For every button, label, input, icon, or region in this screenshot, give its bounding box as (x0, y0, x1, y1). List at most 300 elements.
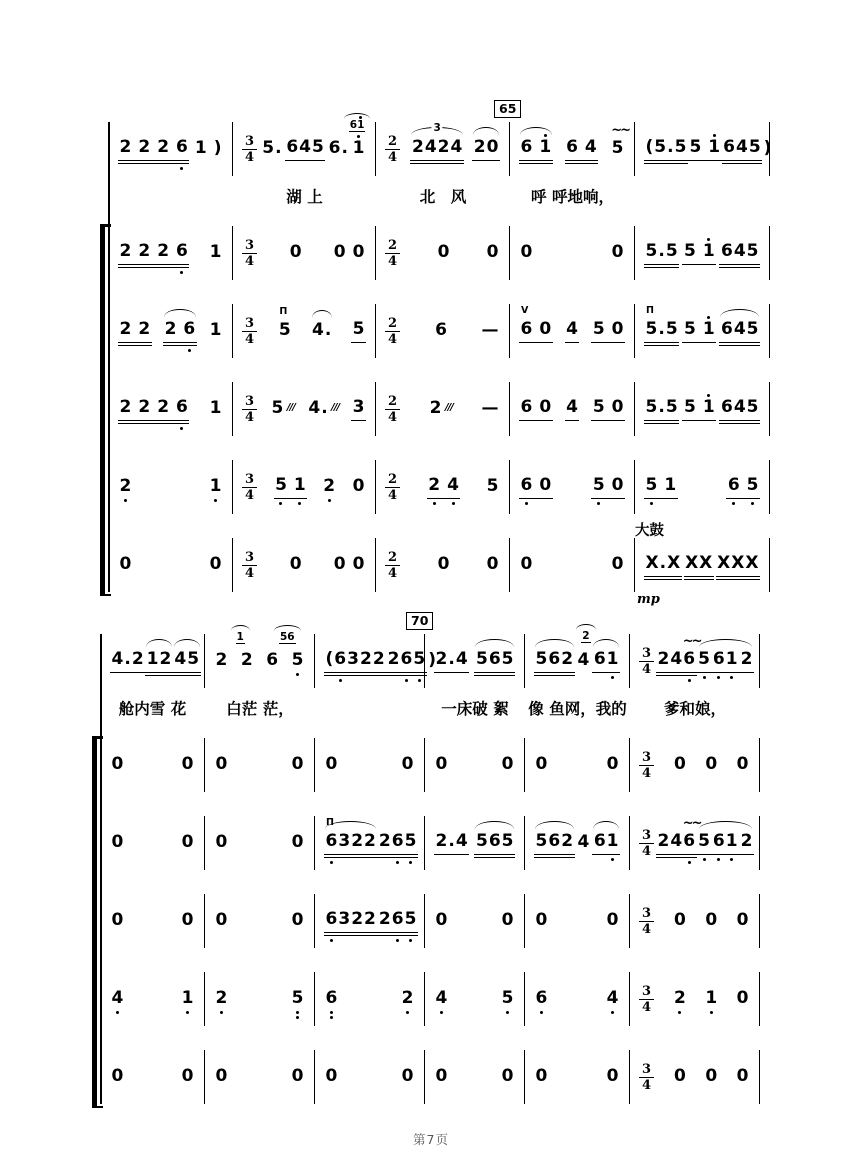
note-group (565, 137, 599, 161)
time-signature (639, 907, 654, 936)
note-char: 2 (740, 831, 753, 851)
stave-row (108, 118, 772, 214)
measure-notes (100, 634, 205, 688)
note-char: . (658, 241, 665, 261)
note-group (644, 305, 679, 343)
note-char: 4 (111, 649, 124, 669)
note-group (118, 241, 189, 265)
note-char: 0 (435, 909, 448, 930)
note-char: ( (645, 137, 654, 157)
note-char: 2 (157, 137, 170, 157)
lyrics: 舱内雪 花 (118, 700, 187, 718)
note-char: 6 (176, 397, 188, 417)
down-bow-icon: Π (646, 305, 654, 316)
measure (100, 1050, 205, 1104)
note-char: 6 (328, 137, 341, 158)
measure (315, 738, 425, 792)
time-signature-denominator: 4 (245, 565, 255, 581)
measure-notes (205, 816, 315, 870)
note-group (610, 554, 625, 577)
note-char: . (275, 137, 282, 158)
note-char: 1 (293, 475, 306, 495)
note-group (332, 242, 366, 265)
trill-icon: ~~ (611, 122, 629, 138)
note-char: 6 (548, 831, 561, 851)
note-char: 5 (645, 241, 658, 261)
stave-row (108, 448, 770, 526)
note-char: 0 (501, 909, 514, 930)
time-signature (639, 829, 654, 858)
note-char: 5 (746, 397, 759, 417)
note-group (711, 649, 739, 673)
note-group (180, 1066, 195, 1089)
tremolo-icon: /// (444, 401, 453, 413)
note-char: X (731, 553, 745, 573)
measure-notes (635, 460, 770, 514)
rehearsal-mark: 70 (406, 612, 433, 630)
note-char: 2 (119, 319, 132, 339)
note-group (735, 1066, 750, 1089)
measure-notes (425, 738, 525, 792)
note-group (290, 754, 305, 777)
note-char: 0 (486, 137, 499, 157)
time-signature-numerator: 2 (385, 473, 400, 488)
note-char: 2 (119, 137, 132, 157)
note-group (519, 242, 534, 265)
measure-notes (425, 894, 525, 948)
note-char: 0 (435, 1065, 448, 1086)
time-signature-denominator: 4 (388, 565, 398, 581)
system-1 (108, 100, 772, 607)
note-char: 5 (352, 319, 365, 339)
note-char: 6 (391, 909, 404, 929)
measure (635, 226, 770, 280)
note-char: . (659, 553, 667, 573)
note-char: 5 (475, 831, 488, 851)
time-signature-numerator: 3 (242, 135, 257, 150)
note-char: 5 (611, 137, 624, 158)
measure (205, 630, 315, 722)
time-signature (385, 551, 400, 580)
note-char: . (448, 649, 455, 669)
note-group (565, 397, 580, 421)
measure-notes (525, 1050, 630, 1104)
measure (425, 634, 525, 722)
note-group (270, 398, 296, 421)
note-char: 6 (520, 137, 533, 157)
measure-notes (425, 972, 525, 1026)
measure (315, 972, 425, 1026)
note-char: 6 (435, 319, 447, 340)
note-char-grace: 1 (357, 118, 365, 131)
note-group (726, 475, 760, 499)
note-char: 0 (611, 319, 624, 339)
measure-notes (376, 304, 510, 358)
measure-notes (510, 538, 635, 592)
note-char: 2 (674, 987, 686, 1008)
lyrics (108, 176, 233, 210)
note-char: 4 (435, 987, 448, 1008)
note-group (307, 398, 340, 421)
note-group (485, 242, 500, 265)
note-group (265, 630, 295, 673)
grace-notes (279, 631, 296, 644)
note-group (735, 910, 750, 933)
note-group (739, 831, 754, 855)
measure (108, 226, 233, 280)
measure (100, 894, 205, 948)
measure-notes (510, 122, 635, 176)
note-char: 0 (215, 909, 228, 930)
note-group (145, 649, 173, 673)
note-group (214, 630, 244, 673)
time-signature-numerator: 3 (639, 647, 654, 662)
note-char: 1 (606, 831, 619, 851)
time-signature-numerator: 2 (385, 551, 400, 566)
note-char: 6 (712, 649, 725, 669)
lyrics (635, 176, 770, 210)
note-char-grace: 6 (287, 630, 295, 643)
lyrics: 北 风 (419, 188, 467, 206)
note-group (673, 910, 688, 933)
note-char: 2 (364, 831, 376, 851)
note-group (214, 988, 229, 1011)
note-group (605, 988, 620, 1011)
note-char: 5 (475, 649, 488, 669)
note-char: 6 (683, 831, 696, 851)
note-char: 1 (702, 319, 715, 339)
measure-notes (233, 226, 376, 280)
note-group (214, 832, 229, 855)
rehearsal-mark: 65 (494, 100, 521, 118)
note-char: 0 (674, 909, 686, 930)
note-group (500, 910, 515, 933)
lyrics (315, 688, 425, 722)
measure-notes (315, 634, 436, 688)
measure (425, 1050, 525, 1104)
note-char: 5 (262, 137, 275, 158)
time-signature-denominator: 4 (245, 149, 255, 165)
note-char: 0 (736, 1065, 749, 1086)
measure (108, 538, 233, 592)
note-group (610, 242, 625, 265)
time-signature-numerator: 3 (639, 985, 654, 1000)
note-group (214, 910, 229, 933)
measure (233, 538, 376, 592)
note-char: 0 (215, 753, 228, 774)
note-group (274, 475, 308, 499)
note-group (214, 754, 229, 777)
note-char: 2 (387, 649, 400, 669)
note-char: 0 (606, 909, 619, 930)
note-char: 2 (157, 397, 170, 417)
note-group (534, 754, 549, 777)
note-char: 5 (535, 649, 548, 669)
measure (635, 382, 770, 436)
note-char: 0 (325, 753, 338, 774)
note-char: 2 (138, 397, 151, 417)
note-group (739, 649, 754, 673)
note-char: 0 (291, 1065, 304, 1086)
measure-notes (510, 226, 635, 280)
trill-icon: ~~ (682, 634, 701, 649)
note-char: 1 (352, 137, 365, 158)
measure-notes (525, 630, 630, 688)
note-group (519, 475, 553, 499)
note-char: 5 (592, 397, 605, 417)
note-group (472, 137, 500, 161)
note-char: 4 (733, 397, 746, 417)
note-char: 6 (286, 137, 299, 157)
note-group (656, 634, 701, 673)
note-char: 5 (674, 137, 687, 157)
note-group (719, 319, 760, 343)
time-signature (385, 317, 400, 346)
time-signature-denominator: 4 (642, 661, 652, 677)
measure-notes (630, 738, 760, 792)
note-char: 5 (748, 137, 761, 157)
note-char: 4 (299, 137, 312, 157)
note-group (644, 241, 679, 265)
note-group (534, 630, 590, 673)
measure (205, 1050, 315, 1104)
measure-notes (100, 816, 205, 870)
measure (525, 738, 630, 792)
note-char: 4 (566, 397, 578, 417)
note-group (428, 398, 454, 421)
note-group (427, 475, 461, 499)
note-char: 2 (429, 397, 442, 418)
note-char: 2 (138, 241, 151, 261)
time-signature-numerator: 2 (385, 317, 400, 332)
time-signature-denominator: 4 (245, 409, 255, 425)
note-char: 0 (352, 241, 365, 262)
note-char: 1 (209, 397, 222, 418)
measure-notes (108, 538, 233, 592)
time-signature-denominator: 4 (642, 921, 652, 937)
note-group (656, 816, 701, 855)
measure (233, 304, 376, 358)
note-char: 2 (657, 831, 670, 851)
measure (315, 634, 436, 722)
time-signature (385, 473, 400, 502)
note-char-grace: 2 (582, 630, 590, 642)
note-group (261, 138, 283, 161)
note-char: . (667, 137, 674, 157)
time-signature (639, 985, 654, 1014)
measure (376, 538, 510, 592)
note-char: 0 (111, 831, 124, 852)
measure (425, 816, 525, 870)
note-char: 0 (539, 319, 552, 339)
note-group (208, 476, 223, 499)
lyrics: 呼 呼地响， (531, 188, 614, 206)
note-char: 6 (520, 397, 533, 417)
measure-notes (425, 1050, 525, 1104)
note-char: 0 (535, 1065, 548, 1086)
measure (630, 634, 760, 722)
note-group (110, 649, 145, 673)
note-char: 0 (111, 1065, 124, 1086)
note-group (500, 754, 515, 777)
note-group (377, 831, 418, 855)
note-char: 6 (566, 137, 578, 157)
note-group (485, 554, 500, 577)
tuplet-number: 3 (433, 122, 441, 134)
note-char: 4 (735, 137, 748, 157)
note-char: 1 (539, 137, 552, 157)
note-char: 2 (138, 319, 151, 339)
measure (525, 630, 630, 722)
note-char: 4 (606, 987, 619, 1008)
note-group (704, 910, 719, 933)
note-char: 0 (291, 831, 304, 852)
measure (630, 972, 760, 1026)
note-char: 5 (592, 319, 605, 339)
note-char: 0 (181, 1065, 194, 1086)
note-group (719, 397, 760, 421)
note-group (605, 910, 620, 933)
note-char: 0 (291, 909, 304, 930)
note-char: 2 (364, 909, 376, 929)
note-group (212, 138, 223, 161)
note-group (610, 122, 629, 161)
note-char: 5 (746, 319, 759, 339)
note-group (519, 554, 534, 577)
note-char: 0 (289, 553, 302, 574)
measure (100, 634, 205, 722)
note-group (519, 137, 553, 161)
note-group (400, 1066, 415, 1089)
stave-row (100, 630, 760, 726)
measure-notes (376, 226, 510, 280)
measure (635, 122, 770, 210)
note-char: 0 (291, 753, 304, 774)
note-char: 2 (435, 649, 448, 669)
note-char: 0 (611, 475, 624, 495)
measure (205, 738, 315, 792)
note-char: 5 (312, 137, 324, 157)
note-char: . (124, 649, 131, 669)
note-char: 2 (740, 649, 753, 669)
lyrics: 像 鱼网，我的 (528, 700, 627, 718)
note-group (400, 754, 415, 777)
note-group (644, 137, 688, 161)
note-char: 0 (501, 753, 514, 774)
measure (205, 816, 315, 870)
note-char: 2 (378, 831, 391, 851)
note-char: 0 (736, 909, 749, 930)
note-group (576, 650, 591, 673)
note-group (576, 832, 591, 855)
measure-notes (525, 816, 630, 870)
measure-notes (205, 1050, 315, 1104)
measure-notes (376, 538, 510, 592)
measure-notes (525, 894, 630, 948)
note-char: 4 (455, 831, 468, 851)
note-char: 4 (447, 475, 459, 495)
measure-notes (205, 894, 315, 948)
note-char: X (717, 553, 731, 573)
note-char: X (667, 553, 681, 573)
note-char: 2 (119, 241, 132, 261)
lyrics: 一床破 絮 (441, 700, 509, 718)
score (0, 100, 862, 1116)
measure (205, 894, 315, 948)
note-char: . (341, 137, 348, 158)
note-group (208, 554, 223, 577)
note-group (673, 754, 688, 777)
note-char: 5 (645, 475, 658, 495)
stave-row (108, 370, 770, 448)
measure-notes (635, 382, 770, 436)
note-group (214, 1066, 229, 1089)
note-group (735, 988, 750, 1011)
measure (315, 894, 425, 948)
time-signature (242, 395, 257, 424)
note-group (644, 397, 679, 421)
measure (376, 122, 510, 210)
measure (315, 816, 425, 870)
note-char: 5 (486, 475, 499, 496)
note-char: 2 (119, 475, 132, 496)
note-group (434, 831, 469, 855)
note-group (208, 320, 223, 343)
note-group (682, 241, 716, 265)
note-char: 0 (736, 753, 749, 774)
note-char: 5 (501, 987, 514, 1008)
measure (108, 460, 233, 514)
note-group (697, 831, 712, 855)
note-char: 6 (720, 319, 733, 339)
time-signature-denominator: 4 (642, 999, 652, 1015)
note-group (534, 1066, 549, 1089)
note-group (110, 754, 125, 777)
measure (635, 523, 770, 607)
note-group (704, 988, 719, 1011)
note-group (324, 1066, 339, 1089)
note-group (110, 832, 125, 855)
measure (100, 972, 205, 1026)
down-bow-icon: Π (279, 305, 288, 317)
note-char: 3 (338, 831, 351, 851)
measure (525, 816, 630, 870)
measure-notes (510, 460, 635, 514)
note-char: 1 (705, 987, 718, 1008)
note-char: 6 (535, 987, 548, 1008)
note-group (519, 397, 553, 421)
measure-notes (630, 1050, 760, 1104)
time-signature (639, 647, 654, 676)
note-char: 4 (174, 649, 187, 669)
measure-notes (630, 634, 760, 688)
note-group (434, 1066, 449, 1089)
note-char: 0 (119, 553, 132, 574)
note-char: 6 (593, 831, 606, 851)
instrument-label: 大鼓 (635, 523, 664, 539)
note-char: 0 (539, 475, 552, 495)
note-char: 5 (404, 909, 417, 929)
up-bow-icon: V (521, 305, 529, 316)
note-char: 0 (674, 753, 686, 774)
measure-notes (315, 1050, 425, 1104)
note-group (386, 649, 427, 673)
note-group (118, 137, 189, 161)
note-group (682, 319, 716, 343)
note-char: 0 (486, 553, 499, 574)
time-signature-numerator: 2 (385, 135, 400, 150)
time-signature-denominator: 4 (388, 331, 398, 347)
